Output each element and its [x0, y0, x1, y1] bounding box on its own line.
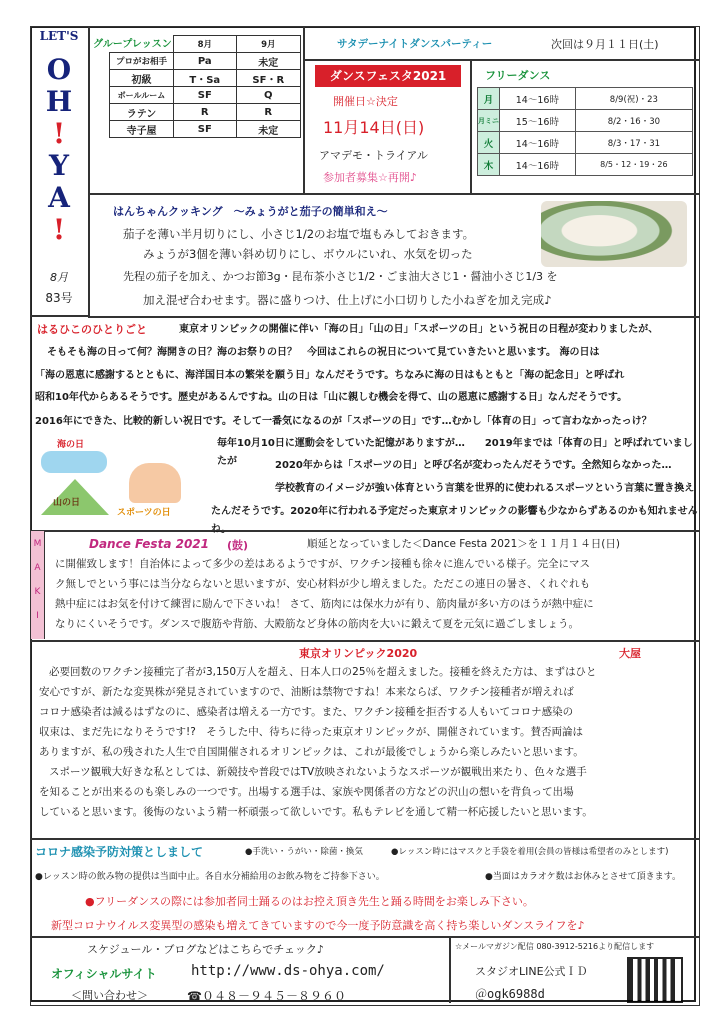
sports-label: スポーツの日 — [117, 508, 171, 518]
group-cell: R — [174, 104, 237, 121]
logo-letters — [31, 53, 87, 245]
logo-box — [30, 26, 90, 316]
free-dance-table — [477, 87, 693, 176]
corona-box — [30, 838, 700, 938]
maki-line-1: 順延となっていました＜Dance Festa 2021＞を１１月１４日(日) — [307, 538, 620, 550]
footer-box — [30, 936, 700, 1006]
logo-letter-h: H — [45, 85, 73, 118]
maki-box — [30, 530, 700, 642]
cooking-line-4: 加え混ぜ合わせます。器に盛りつけ、仕上げに小口切りした小ねぎを加え完成♪ — [143, 293, 552, 307]
free-dates: 8/9(祝)・23 — [575, 88, 692, 110]
group-cell: SF — [174, 121, 237, 138]
corona-item-1: ●手洗い・うがい・除菌・換気 — [245, 847, 363, 857]
maki-line-5: なりにくいそうです。ダンスで腹筋や背筋、大殿筋など身体の筋肉を大いに鍛えて夏を元気に過ごしましょう。 — [55, 618, 579, 630]
maki-side — [31, 531, 45, 639]
line-id: ＠ogk6988d — [475, 987, 545, 1001]
issue-number: 83号 — [45, 291, 73, 305]
cooking-title: はんちゃんクッキング ～みょうがと茄子の簡単和え～ — [113, 205, 388, 218]
site-label: オフィシャルサイト — [51, 967, 157, 981]
haruhiko-line-1: 東京オリンピックの開催に伴い「海の日」「山の日」「スポーツの日」という祝日の日程が変わりましたが、 — [179, 324, 659, 335]
free-day: 火 — [478, 132, 500, 154]
tokyo-line-5: ありますが、私の残された人生で自国開催されるオリンピックは、これが最後でしょうから楽しみたいと思います。 — [39, 746, 584, 758]
group-lesson-box — [88, 26, 304, 194]
festa-decided: 開催日☆決定 — [333, 95, 398, 108]
maki-line-3: ク無しでという事には当分ならないと思いますが、安心材料が少し増えました。ただこの連日の暑さ、くれぐれも — [55, 578, 591, 590]
cooking-line-1: 茄子を薄い半月切りにし、小さじ1/2のお塩で塩もみしておきます。 — [123, 227, 475, 241]
free-time: 14～16時 — [500, 132, 576, 154]
umi-label: 海の日 — [57, 440, 85, 450]
free-day: 木 — [478, 154, 500, 176]
maki-letter-i: I — [36, 611, 39, 621]
site-url-link[interactable]: http://www.ds-ohya.com/ — [191, 963, 385, 979]
cooking-line-3: 先程の茄子を加え、かつお節3g・昆布茶小さじ1/2・ごま油大さじ1・醤油小さじ1/3 を — [123, 270, 558, 283]
group-cell: SF — [174, 87, 237, 104]
group-header-aug: 8月 — [174, 36, 237, 53]
maki-title: Dance Festa 2021 — [89, 537, 209, 551]
saturday-party-box — [304, 26, 700, 60]
haruhiko-line-6: 毎年10月10日に運動会をしていた記憶がありますが… 2019年までは「体育の日」と呼ばれていましたが — [217, 438, 693, 467]
maki-author: (鼓) — [227, 539, 249, 552]
haruhiko-line-9: たんだそうです。2020年に行われる予定だった東京オリンピックの影響も少なからずあるのかも知れませんね。 — [211, 506, 698, 535]
logo-letter-a: A — [48, 181, 70, 214]
logo-letter-y: Y — [49, 149, 69, 182]
corona-warning-1: ●フリーダンスの際には参加者同士踊るのはお控え頂き先生と踊る時間をお楽しみ下さい。 — [85, 895, 534, 908]
logo-letter-exclaim: ! — [52, 117, 66, 150]
haruhiko-line-8: 学校教育のイメージが強い体育という言葉を世界的に使われるスポーツという言葉に置き換え — [275, 483, 695, 494]
tokyo-line-2: 安心ですが、新たな変異株が発見されていますので、油断は禁物ですね！本来ならば、ワクチン接種者が増えれば — [39, 686, 574, 698]
tokyo-line-6: スポーツ観戦大好きな私としては、新競技や普段ではTV放映されないようなスポーツが観戦出来たり、色々な選手 — [49, 766, 587, 778]
logo-letter-o: O — [46, 53, 72, 86]
cooking-box — [88, 194, 700, 318]
corona-title: コロナ感染予防対策としまして — [35, 845, 204, 859]
tokyo-line-8: していると思います。後悔のないよう精一杯頑張って欲しいです。私もテレビを通して精一杯応援したいと思います。 — [39, 806, 593, 818]
group-row-label: ラテン — [110, 104, 174, 121]
haruhiko-line-7: 2020年からは「スポーツの日」と呼び名が変わったんだそうです。全然知らなかった… — [275, 460, 672, 471]
group-lesson-table — [109, 35, 301, 138]
maki-letter-a: A — [34, 563, 41, 573]
phone-number: ☎０４８－９４５－８９６０ — [187, 989, 346, 1003]
tokyo-line-1: 必要回数のワクチン接種完了者が3,150万人を超え、日本人口の25％を超えました。接種を終えた方は、まずはひと — [49, 666, 597, 678]
haruhiko-title: はるひこのひとりごと — [37, 323, 147, 336]
group-row-label: プロがお相手 — [110, 53, 174, 70]
group-row-label: 初級 — [110, 70, 174, 87]
saturday-party-title: サタデーナイトダンスパーティー — [337, 38, 493, 50]
saturday-next-date: 次回は９月１１日(土) — [551, 38, 659, 51]
line-label: スタジオLINE公式ＩＤ — [475, 965, 588, 978]
festa-banner: ダンスフェスタ2021 — [315, 65, 461, 87]
festa-box — [304, 60, 472, 194]
tokyo-author: 大屋 — [619, 647, 641, 660]
free-day: 月ミニ — [478, 110, 500, 132]
free-dates: 8/3・17・31 — [575, 132, 692, 154]
logo-lets: LET'S — [39, 29, 79, 43]
corona-item-4: ●当面はカラオケ数はお休みとさせて頂きます。 — [485, 872, 681, 882]
footer-divider — [449, 937, 451, 1003]
newsletter-page — [30, 26, 696, 1002]
mail-magazine: ☆メールマガジン配信 080-3912-5216より配信します — [455, 942, 655, 951]
qr-code-icon[interactable] — [627, 957, 683, 1003]
haruhiko-line-3: 「海の恩恵に感謝するとともに、海洋国日本の繁栄を願う日」なんだそうです。ちなみに海の日はもともと「海の記念日」と呼ばれ — [35, 370, 625, 381]
free-dates: 8/5・12・19・26 — [575, 154, 692, 176]
runner-icon — [129, 463, 181, 503]
maki-line-2: に開催致します！自治体によって多少の差はあるようですが、ワクチン接種も徐々に進んでいる様子。完全にマス — [55, 558, 590, 570]
maki-letter-m: M — [33, 539, 42, 549]
group-cell: Pa — [174, 53, 237, 70]
tokyo-line-7: を知ることが出来るのも楽しみの一つです。出場する選手は、家族や関係者の方などの沢山の想いを背負って出場 — [39, 786, 574, 798]
dish-photo-icon — [541, 201, 687, 267]
haruhiko-box — [30, 316, 700, 535]
haruhiko-line-2: そもそも海の日って何？海開きの日？海のお祭りの日？ 今回はこれらの祝日について見ていきたいと思います。 海の日は — [47, 347, 600, 358]
yama-label: 山の日 — [53, 498, 81, 508]
cooking-line-2: みょうが3個を薄い斜め切りにし、ボウルにいれ、水気を切った — [143, 247, 473, 261]
group-cell: T・Sa — [174, 70, 237, 87]
group-lesson-title: グループレッスン — [93, 39, 172, 50]
sea-icon — [41, 451, 107, 473]
haruhiko-line-4: 昭和10年代からあるそうです。歴史があるんですね。山の日は「山に親しむ機会を得て、山の恩恵に感謝する日」なんだそうです。 — [35, 392, 628, 403]
contact-label: ＜問い合わせ＞ — [71, 989, 148, 1002]
free-dates: 8/2・16・30 — [575, 110, 692, 132]
logo-letter-exclaim-2: ! — [52, 213, 66, 246]
tokyo-line-3: コロナ感染者は減るはずなのに、感染者は増える一方です。また、ワクチン接種を拒否する人もいてコロナ感染の — [39, 706, 574, 718]
festa-date: 11月14日(日) — [323, 118, 425, 137]
festa-recruit: 参加者募集☆再開♪ — [323, 171, 417, 184]
tokyo-box — [30, 640, 700, 840]
group-cell: 未定 — [236, 53, 300, 70]
group-cell: 未定 — [236, 121, 300, 138]
issue-month: 8月 — [50, 271, 68, 284]
free-time: 15～16時 — [500, 110, 576, 132]
free-time: 14～16時 — [500, 154, 576, 176]
corona-warning-2: 新型コロナウイルス変異型の感染も増えてきていますので今一度予防意識を高く持ち楽しいダンスライフを♪ — [51, 919, 585, 932]
haruhiko-line-5: 2016年にできた、比較的新しい祝日です。そして一番気になるのが「スポーツの日」です…むかし「体育の日」って言わなかったっけ？ — [35, 416, 652, 427]
group-row-label: 寺子屋 — [110, 121, 174, 138]
maki-line-4: 熱中症にはお気を付けて練習に励んで下さいね！ さて、筋肉には保水力が有り、筋肉量が多い方のほうが熱中症に — [55, 598, 594, 610]
corona-item-3: ●レッスン時の飲み物の提供は当面中止。各自水分補給用のお飲み物をご持参下さい。 — [35, 872, 385, 882]
group-header-sep: 9月 — [236, 36, 300, 53]
group-cell: Q — [236, 87, 300, 104]
free-time: 14～16時 — [500, 88, 576, 110]
group-cell: SF・R — [236, 70, 300, 87]
corona-item-2: ●レッスン時にはマスクと手袋を着用(会員の皆様は希望者のみとします) — [391, 847, 669, 857]
festa-venue: アマデモ・トライアル — [319, 149, 428, 162]
free-dance-box — [470, 60, 700, 194]
free-dance-title: フリーダンス — [485, 69, 551, 82]
tokyo-line-4: 収束は、まだ先になりそうです!? そうした中、待ちに待った東京オリンピックが、開催されています。賛否両論は — [39, 726, 584, 738]
tokyo-title: 東京オリンピック2020 — [299, 647, 418, 660]
maki-letter-k: K — [34, 587, 41, 597]
schedule-note: スケジュール・ブログなどはこちらでチェック♪ — [87, 943, 324, 956]
holiday-illustration — [37, 435, 207, 525]
group-row-label: ボールルーム — [110, 87, 174, 104]
free-day: 月 — [478, 88, 500, 110]
group-cell: R — [236, 104, 300, 121]
